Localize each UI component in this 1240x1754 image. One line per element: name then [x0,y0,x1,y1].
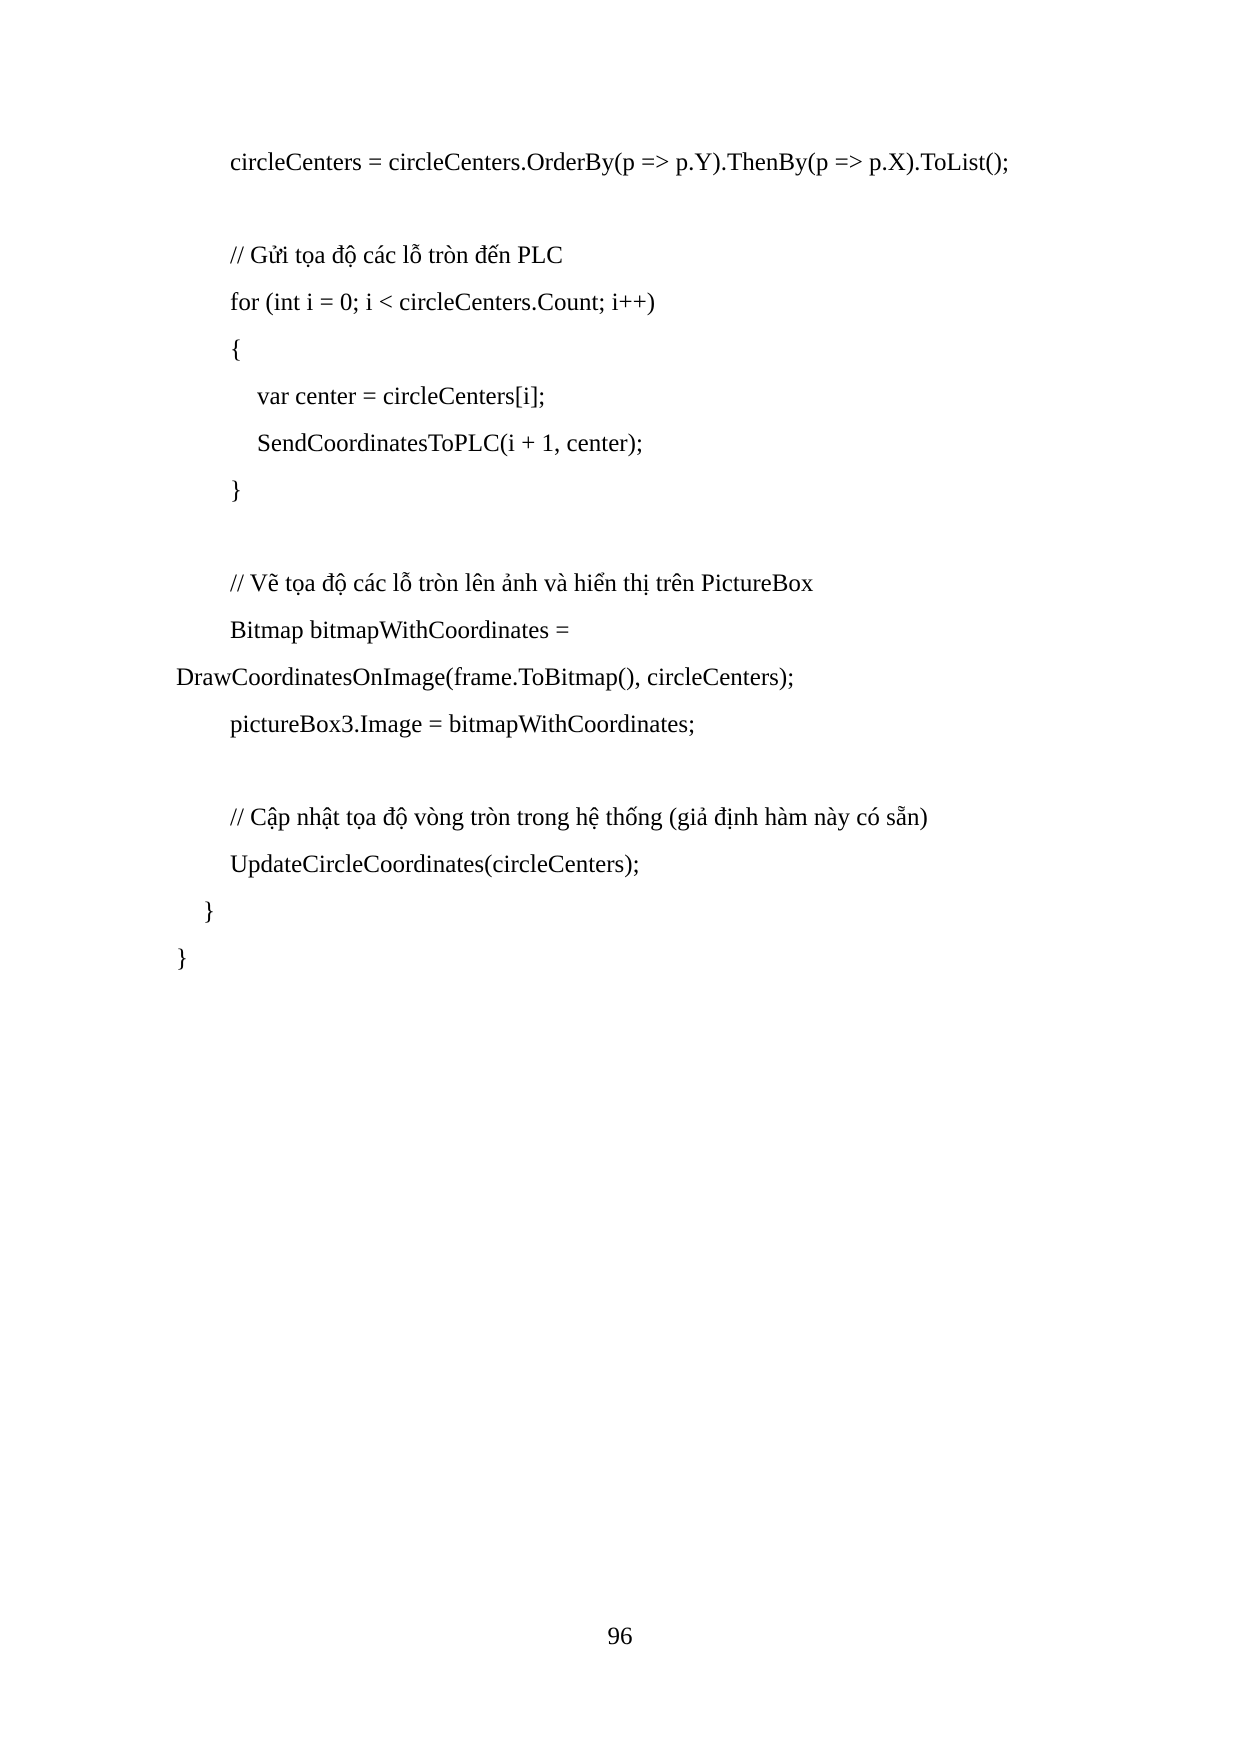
code-line-var-center: var center = circleCenters[i]; [257,383,546,410]
code-line-send-call: SendCoordinatesToPLC(i + 1, center); [257,430,643,457]
code-line-update-call: UpdateCircleCoordinates(circleCenters); [230,851,640,878]
code-line-draw-call: DrawCoordinatesOnImage(frame.ToBitmap(), circleCenters); [176,664,795,691]
code-line-picturebox: pictureBox3.Image = bitmapWithCoordinates; [230,711,696,738]
code-comment-update: // Cập nhật tọa độ vòng tròn trong hệ thống (giả định hàm này có sẵn) [230,804,928,831]
code-line-method-close: } [203,898,215,925]
code-line-class-close: } [176,945,188,972]
code-comment-draw: // Vẽ tọa độ các lỗ tròn lên ảnh và hiển thị trên PictureBox [230,570,814,597]
code-line-sort: circleCenters = circleCenters.OrderBy(p => p.Y).ThenBy(p => p.X).ToList(); [230,149,1009,176]
code-comment-send: // Gửi tọa độ các lỗ tròn đến PLC [230,242,563,269]
code-line-bitmap-decl: Bitmap bitmapWithCoordinates = [230,617,570,644]
page-number: 96 [607,1623,633,1650]
code-line-open-brace: { [230,336,242,363]
code-line-for: for (int i = 0; i < circleCenters.Count; i++) [230,289,656,316]
code-line-close-brace: } [230,477,242,504]
